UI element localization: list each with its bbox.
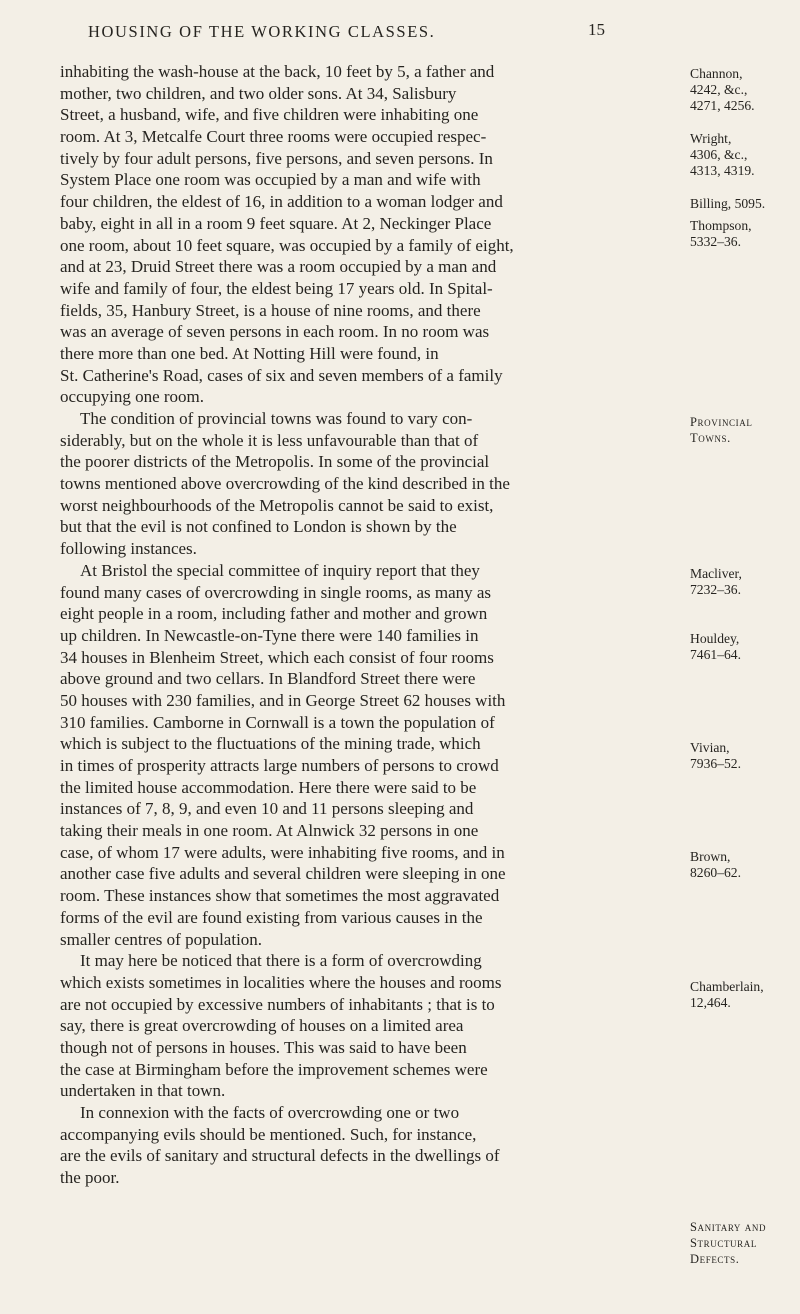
running-head: HOUSING OF THE WORKING CLASSES. <box>88 22 436 41</box>
margin-note-line: 7232–36. <box>690 582 741 597</box>
text-line: the poor. <box>60 1168 120 1188</box>
text-line: tively by four adult persons, five persons, and seven persons. In <box>60 148 493 168</box>
text-line: 50 houses with 230 families, and in George Street 62 houses with <box>60 690 506 710</box>
text-line: undertaken in that town. <box>60 1081 226 1101</box>
margin-note-provincial-towns <box>690 414 798 446</box>
margin-note-billing <box>690 196 798 212</box>
text-line: was an average of seven persons in each room. In no room was <box>60 322 490 342</box>
margin-heading-line: Structural <box>690 1236 757 1250</box>
margin-note-line: 12,464. <box>690 995 731 1010</box>
page-header <box>0 20 800 50</box>
text-line: towns mentioned above overcrowding of the kind described in the <box>60 474 510 494</box>
margin-note-line: Channon, <box>690 66 743 81</box>
text-line: In connexion with the facts of overcrowding one or two <box>80 1103 460 1122</box>
text-line: It may here be noticed that there is a form of overcrowding <box>80 951 482 971</box>
margin-note-vivian <box>690 740 798 772</box>
text-line: eight people in a room, including father and mother and grown <box>60 604 488 624</box>
text-line: which exists sometimes in localities where the houses and rooms <box>60 972 502 992</box>
text-line: System Place one room was occupied by a man and wife with <box>60 170 481 190</box>
text-line: though not of persons in houses. This was said to have been <box>60 1037 467 1057</box>
margin-note-line: 7461–64. <box>690 647 741 662</box>
text-line: the poorer districts of the Metropolis. In some of the provincial <box>60 452 490 472</box>
text-line: room. These instances show that sometimes the most aggravated <box>60 886 500 906</box>
margin-note-line: Macliver, <box>690 566 742 581</box>
margin-note-line: 8260–62. <box>690 865 741 880</box>
text-line: and at 23, Druid Street there was a room occupied by a man and <box>60 257 497 277</box>
margin-note-line: 4242, &c., <box>690 82 748 97</box>
text-line: The condition of provincial towns was found to vary con- <box>80 409 473 428</box>
margin-note-line: 5332–36. <box>690 234 741 249</box>
text-line: four children, the eldest of 16, in addition to a woman lodger and <box>60 192 503 212</box>
margin-note-houldey <box>690 631 798 663</box>
margin-note-channon <box>690 66 798 114</box>
text-line: 34 houses in Blenheim Street, which each consist of four rooms <box>60 647 494 667</box>
margin-note-line: Billing, 5095. <box>690 196 766 211</box>
text-line: taking their meals in one room. At Alnwick 32 persons in one <box>60 821 479 841</box>
margin-note-line: Thompson, <box>690 218 752 233</box>
text-line: the limited house accommodation. Here there were said to be <box>60 777 477 797</box>
margin-note-line: 7936–52. <box>690 756 741 771</box>
text-line: accompanying evils should be mentioned. Such, for instance, <box>60 1124 477 1144</box>
margin-note-thompson <box>690 218 798 250</box>
text-line: found many cases of overcrowding in single rooms, as many as <box>60 582 492 602</box>
margin-note-brown <box>690 849 798 881</box>
text-line: following instances. <box>60 539 197 559</box>
text-line: which is subject to the fluctuations of the mining trade, which <box>60 734 481 754</box>
text-line: baby, eight in all in a room 9 feet square. At 2, Neckinger Place <box>60 213 492 233</box>
margin-note-wright <box>690 131 798 179</box>
text-line: are the evils of sanitary and structural defects in the dwellings of <box>60 1146 500 1166</box>
text-line: fields, 35, Hanbury Street, is a house of nine rooms, and there <box>60 300 481 320</box>
text-line: above ground and two cellars. In Blandford Street there were <box>60 669 476 689</box>
text-line: another case five adults and several children were sleeping in one <box>60 864 506 884</box>
text-line: the case at Birmingham before the improvement schemes were <box>60 1059 488 1079</box>
margin-heading-line: Provincial <box>690 415 753 429</box>
text-line: St. Catherine's Road, cases of six and seven members of a family <box>60 365 503 385</box>
margin-note-line: Houldey, <box>690 631 740 646</box>
text-line: but that the evil is not confined to London is shown by the <box>60 517 457 537</box>
text-line: room. At 3, Metcalfe Court three rooms were occupied respec- <box>60 127 487 147</box>
text-line: 310 families. Camborne in Cornwall is a town the population of <box>60 712 495 732</box>
text-line: one room, about 10 feet square, was occupied by a family of eight, <box>60 235 514 255</box>
margin-note-line: Wright, <box>690 131 732 146</box>
text-line: Street, a husband, wife, and five children were inhabiting one <box>60 105 479 125</box>
margin-note-line: Vivian, <box>690 740 730 755</box>
margin-note-macliver <box>690 566 798 598</box>
text-line: instances of 7, 8, 9, and even 10 and 11 persons sleeping and <box>60 799 474 819</box>
margin-note-sanitary-defects <box>690 1219 798 1267</box>
margin-note-line: 4306, &c., <box>690 147 748 162</box>
page-number: 15 <box>588 20 605 39</box>
text-line: inhabiting the wash-house at the back, 10 feet by 5, a father and <box>60 62 495 81</box>
body-text <box>60 61 680 1189</box>
text-line: occupying one room. <box>60 387 204 407</box>
margin-note-line: 4271, 4256. <box>690 98 755 113</box>
text-line: there more than one bed. At Notting Hill were found, in <box>60 343 439 363</box>
text-line: smaller centres of population. <box>60 929 263 949</box>
text-line: up children. In Newcastle-on-Tyne there were 140 families in <box>60 625 479 645</box>
margin-note-line: Chamberlain, <box>690 979 764 994</box>
text-line: wife and family of four, the eldest being 17 years old. In Spital- <box>60 278 493 298</box>
margin-note-chamberlain <box>690 979 798 1011</box>
margin-note-line: 4313, 4319. <box>690 163 755 178</box>
text-line: are not occupied by excessive numbers of inhabitants ; that is to <box>60 994 495 1014</box>
text-line: say, there is great overcrowding of houses on a limited area <box>60 1016 464 1036</box>
text-line: mother, two children, and two older sons. At 34, Salisbury <box>60 83 457 103</box>
margin-heading-line: Towns. <box>690 431 731 445</box>
margin-heading-line: Sanitary and <box>690 1220 767 1234</box>
text-line: in times of prosperity attracts large numbers of persons to crowd <box>60 756 499 775</box>
margin-note-line: Brown, <box>690 849 731 864</box>
text-line: case, of whom 17 were adults, were inhabiting five rooms, and in <box>60 842 505 862</box>
text-line: forms of the evil are found existing from various causes in the <box>60 907 483 927</box>
text-line: worst neighbourhoods of the Metropolis cannot be said to exist, <box>60 495 494 515</box>
margin-heading-line: Defects. <box>690 1252 740 1266</box>
text-line: At Bristol the special committee of inquiry report that they <box>80 560 480 580</box>
text-line: siderably, but on the whole it is less unfavourable than that of <box>60 430 479 450</box>
